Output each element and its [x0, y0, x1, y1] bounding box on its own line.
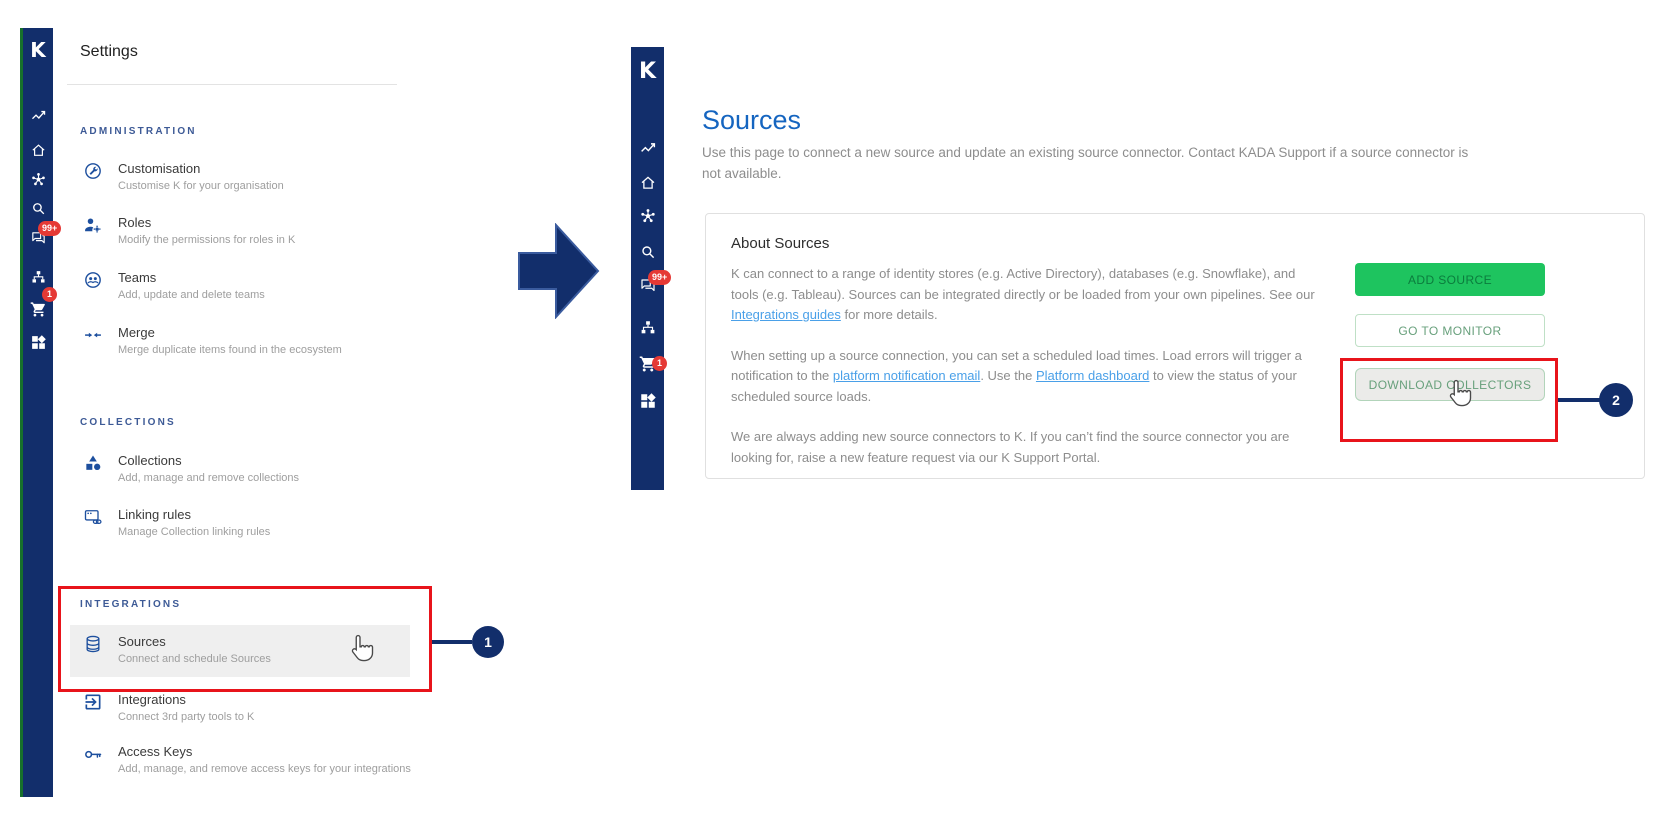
- about-sources-title: About Sources: [731, 235, 830, 252]
- hierarchy-icon[interactable]: [23, 269, 53, 286]
- chat-badge: 99+: [38, 221, 61, 236]
- app-logo[interactable]: K: [638, 58, 657, 84]
- item-title: Customisation: [118, 161, 201, 176]
- hub-icon[interactable]: [631, 207, 664, 225]
- integrations-icon: [82, 692, 104, 712]
- cart-badge: 1: [652, 356, 667, 371]
- download-collectors-button[interactable]: DOWNLOAD COLLECTORS: [1355, 368, 1545, 401]
- title-divider: [67, 84, 397, 85]
- home-icon[interactable]: [23, 142, 53, 159]
- paragraph-3: We are always adding new source connectors to K. If you can’t find the source connector you are looking for, raise a new feature request via our K Support Portal.: [731, 429, 1290, 465]
- hand-cursor-1: [345, 633, 375, 663]
- home-icon[interactable]: [631, 174, 664, 192]
- item-title: Access Keys: [118, 744, 193, 759]
- merge-icon: [82, 325, 104, 345]
- hand-cursor-2: [1443, 378, 1473, 408]
- settings-item-integrations[interactable]: [82, 692, 254, 724]
- trending-icon[interactable]: [631, 139, 664, 157]
- app-logo[interactable]: K: [30, 38, 46, 62]
- settings-item-access-keys[interactable]: [82, 744, 411, 776]
- item-title: Merge: [118, 325, 155, 340]
- settings-item-teams[interactable]: [82, 270, 265, 302]
- paragraph-1: K can connect to a range of identity stores (e.g. Active Directory), databases (e.g. Snowflake), and tools (e.g. Tableau). Sources can be integrated directly or be loaded from your own pipelines. See our Integrations guides for more details.: [731, 266, 1315, 322]
- go-to-monitor-button[interactable]: GO TO MONITOR: [1355, 314, 1545, 347]
- right-nav-rail: [631, 47, 664, 490]
- item-title: Sources: [118, 634, 166, 649]
- collections-icon: [82, 453, 104, 473]
- linking-rules-icon: [82, 507, 104, 527]
- section-collections: COLLECTIONS: [80, 417, 176, 428]
- transition-arrow: [518, 223, 600, 319]
- integrations-guides-link[interactable]: Integrations guides: [731, 307, 841, 322]
- section-integrations: INTEGRATIONS: [80, 599, 182, 610]
- paragraph-2: When setting up a source connection, you can set a scheduled load times. Load errors will trigger a notification to the platform notification email. Use the Platform dashboard to view the status of your scheduled source loads.: [731, 347, 1302, 404]
- apps-icon[interactable]: [631, 392, 664, 410]
- hub-icon[interactable]: [23, 171, 53, 188]
- settings-item-merge[interactable]: [82, 325, 342, 357]
- item-subtitle: Connect 3rd party tools to K: [118, 711, 255, 723]
- cart-icon[interactable]: [23, 301, 53, 318]
- annotation-box-1: [58, 586, 432, 692]
- annotation-line-2: [1558, 398, 1600, 402]
- teams-icon: [82, 270, 104, 290]
- chat-badge: 99+: [648, 270, 671, 285]
- sources-page-intro: Use this page to connect a new source and update an existing source connector. Contact KADA Support if a source connector is not available.: [702, 145, 1469, 181]
- item-title: Integrations: [118, 692, 186, 707]
- annotation-line-1: [432, 640, 472, 644]
- trending-icon[interactable]: [23, 107, 53, 124]
- about-sources-body: [731, 264, 1321, 468]
- item-subtitle: Add, manage, and remove access keys for your integrations: [118, 763, 411, 775]
- section-administration: ADMINISTRATION: [80, 126, 197, 137]
- access-keys-icon: [82, 744, 104, 764]
- item-subtitle: Manage Collection linking rules: [118, 526, 271, 538]
- left-nav-rail: [23, 28, 53, 797]
- page-title: Settings: [80, 43, 138, 60]
- item-title: Linking rules: [118, 507, 191, 522]
- item-title: Roles: [118, 215, 152, 230]
- annotation-callout-1: 1: [472, 626, 504, 658]
- hierarchy-icon[interactable]: [631, 319, 664, 337]
- annotation-callout-2: 2: [1599, 383, 1633, 417]
- settings-item-linking-rules[interactable]: [82, 507, 270, 539]
- customisation-icon: [82, 161, 104, 181]
- settings-item-roles[interactable]: [82, 215, 295, 247]
- item-title: Collections: [118, 453, 182, 468]
- item-subtitle: Add, manage and remove collections: [118, 472, 299, 484]
- item-subtitle: Modify the permissions for roles in K: [118, 234, 296, 246]
- item-subtitle: Connect and schedule Sources: [118, 653, 271, 665]
- platform-notification-email-link[interactable]: platform notification email: [832, 368, 981, 383]
- settings-item-customisation[interactable]: [82, 161, 284, 193]
- add-source-button[interactable]: ADD SOURCE: [1355, 263, 1545, 296]
- sources-page-title: Sources: [702, 105, 802, 135]
- platform-dashboard-link[interactable]: Platform dashboard: [1035, 368, 1150, 383]
- settings-item-collections[interactable]: [82, 453, 299, 485]
- item-title: Teams: [118, 270, 157, 285]
- item-subtitle: Add, update and delete teams: [118, 289, 265, 301]
- apps-icon[interactable]: [23, 334, 53, 351]
- search-icon[interactable]: [631, 243, 664, 261]
- search-icon[interactable]: [23, 200, 53, 217]
- item-subtitle: Merge duplicate items found in the ecosystem: [118, 344, 342, 356]
- roles-icon: [82, 215, 104, 235]
- item-subtitle: Customise K for your organisation: [118, 180, 284, 192]
- cart-badge: 1: [42, 287, 57, 302]
